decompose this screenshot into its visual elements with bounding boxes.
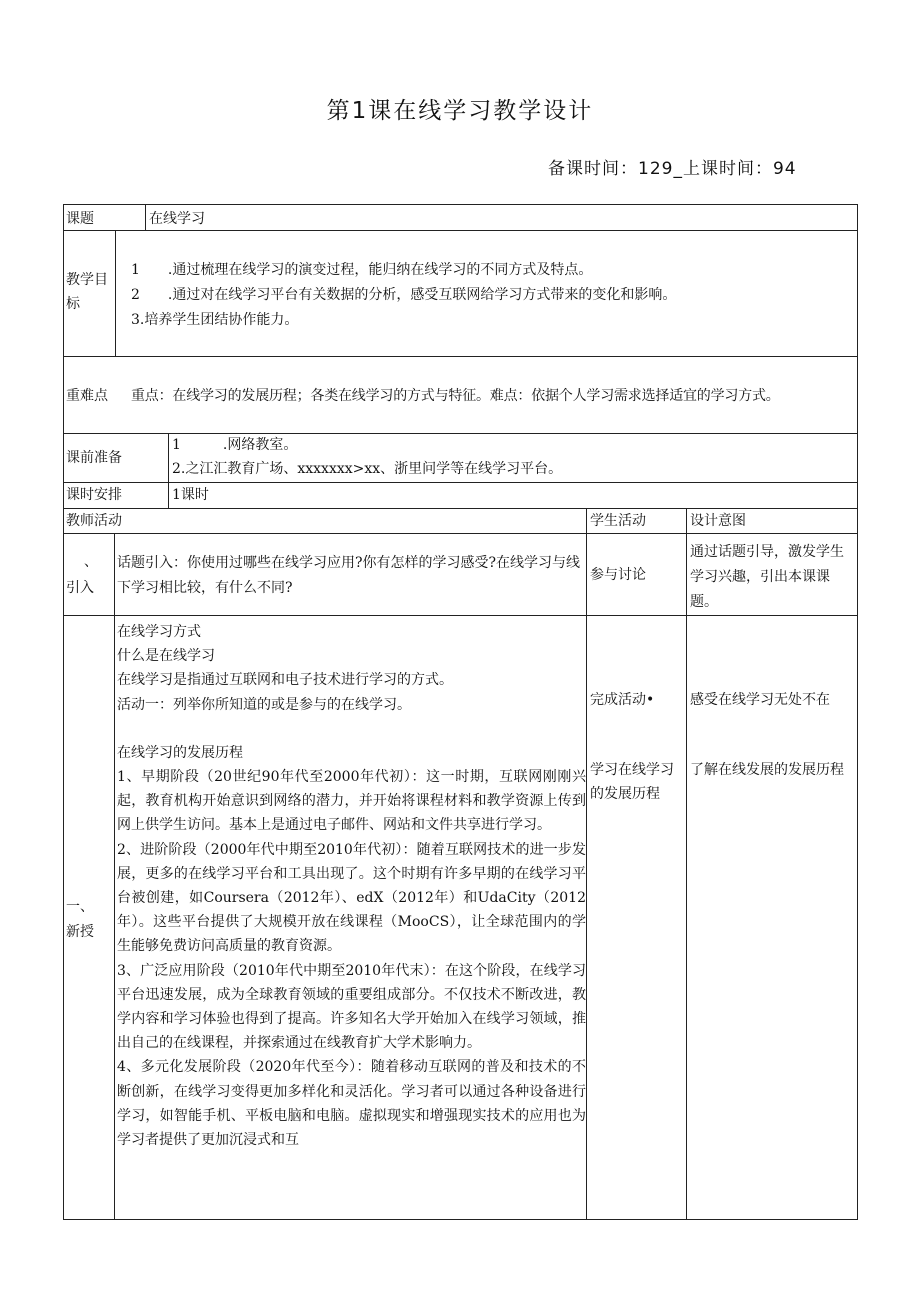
teacher-paragraph: 在线学习的发展历程 — [117, 744, 243, 761]
new-lesson-student-activity-1: 完成活动• — [590, 692, 655, 708]
new-lesson-student-activity-2: 学习在线学习的发展历程 — [590, 762, 674, 802]
objectives-label: 教学目标 — [66, 272, 108, 312]
topic-value: 在线学习 — [149, 211, 205, 227]
teacher-paragraph — [117, 717, 586, 741]
objectives-list — [131, 258, 851, 333]
hours-value: 1课时 — [172, 487, 209, 503]
objective-item: 2 .通过对在线学习平台有关数据的分析，感受互联网给学习方式带来的变化和影响。 — [131, 287, 677, 303]
new-lesson-label-mark: 一、 — [66, 899, 94, 915]
new-lesson-design-intent-2: 了解在线发展的发展历程 — [690, 762, 844, 778]
lesson-time-info: 备课时间：129_上课时间：94 — [548, 159, 797, 179]
key-points-label: 重难点 — [66, 388, 108, 404]
new-lesson-label: 新授 — [66, 924, 94, 940]
intro-label: 引入 — [66, 580, 94, 596]
objective-item: 3.培养学生团结协作能力。 — [131, 312, 299, 328]
header-student-activity: 学生活动 — [590, 513, 646, 529]
preparation-list — [172, 433, 852, 481]
preparation-item: 1 .网络教室。 — [172, 437, 298, 453]
teacher-paragraph: 在线学习是指通过互联网和电子技术进行学习的方式。 — [117, 672, 453, 689]
header-teacher-activity: 教师活动 — [66, 513, 122, 529]
teacher-paragraph: 1、早期阶段（20世纪90年代至2000年代初）：这一时期，互联网刚刚兴起，教育机构开始意识到网络的潜力，并开始将课程材料和教学资源上传到网上供学生访问。基本上是通过电子邮件、网站和文件共享进行学习。 — [117, 769, 586, 834]
intro-design-intent: 通过话题引导，激发学生学习兴趣，引出本课课题。 — [690, 544, 844, 610]
intro-label-mark: 、 — [84, 554, 98, 570]
teacher-paragraph: 2、进阶阶段（2000年代中期至2010年代初）：随着互联网技术的进一步发展，更多的在线学习平台和工具出现了。这个时期有许多早期的在线学习平台被创建，如Coursera（2012年）、edX（2012年）和UdaCity（2012年）。这些平台提供了大规模开放在线课程（MooCS），让全球范围内的学生能够免费访问高质量的教育资源。 — [117, 841, 586, 955]
intro-student-activity: 参与讨论 — [590, 567, 646, 583]
topic-label: 课题 — [66, 211, 94, 227]
header-design-intent: 设计意图 — [690, 513, 746, 529]
key-points-value: 重点：在线学习的发展历程；各类在线学习的方式与特征。难点：依据个人学习需求选择适宜的学习方式。 — [131, 388, 780, 404]
teacher-paragraph: 什么是在线学习 — [117, 648, 215, 665]
intro-teacher-activity: 话题引入：你使用过哪些在线学习应用?你有怎样的学习感受?在线学习与线下学习相比较，有什么不同? — [117, 555, 581, 596]
teacher-paragraph: 4、多元化发展阶段（2020年代至今）：随着移动互联网的普及和技术的不断创新，在线学习变得更加多样化和灵活化。学习者可以通过各种设备进行学习，如智能手机、平板电脑和电脑。虚拟现实和增强现实技术的应用也为学习者提供了更加沉浸式和互 — [117, 1059, 586, 1149]
teacher-paragraph: 活动一：列举你所知道的或是参与的在线学习。 — [117, 696, 411, 713]
preparation-item: 2.之江汇教育广场、xxxxxxx>xx、浙里问学等在线学习平台。 — [172, 461, 563, 477]
objective-item: 1 .通过梳理在线学习的演变过程，能归纳在线学习的不同方式及特点。 — [131, 262, 593, 278]
teacher-paragraph: 3、广泛应用阶段（2010年代中期至2010年代末）：在这个阶段，在线学习平台迅速发展，成为全球教育领域的重要组成部分。不仅技术不断改进，教学内容和学习体验也得到了提高。许多知名大学开始加入在线学习领域，推出自己的在线课程，并探索通过在线教育扩大学术影响力。 — [117, 962, 586, 1052]
new-lesson-teacher-activity — [117, 620, 586, 1152]
new-lesson-design-intent-1: 感受在线学习无处不在 — [690, 692, 830, 708]
teacher-paragraph: 在线学习方式 — [117, 624, 201, 640]
hours-label: 课时安排 — [66, 487, 122, 503]
preparation-label: 课前准备 — [66, 450, 122, 466]
page-title: 第1课在线学习教学设计 — [326, 98, 594, 124]
